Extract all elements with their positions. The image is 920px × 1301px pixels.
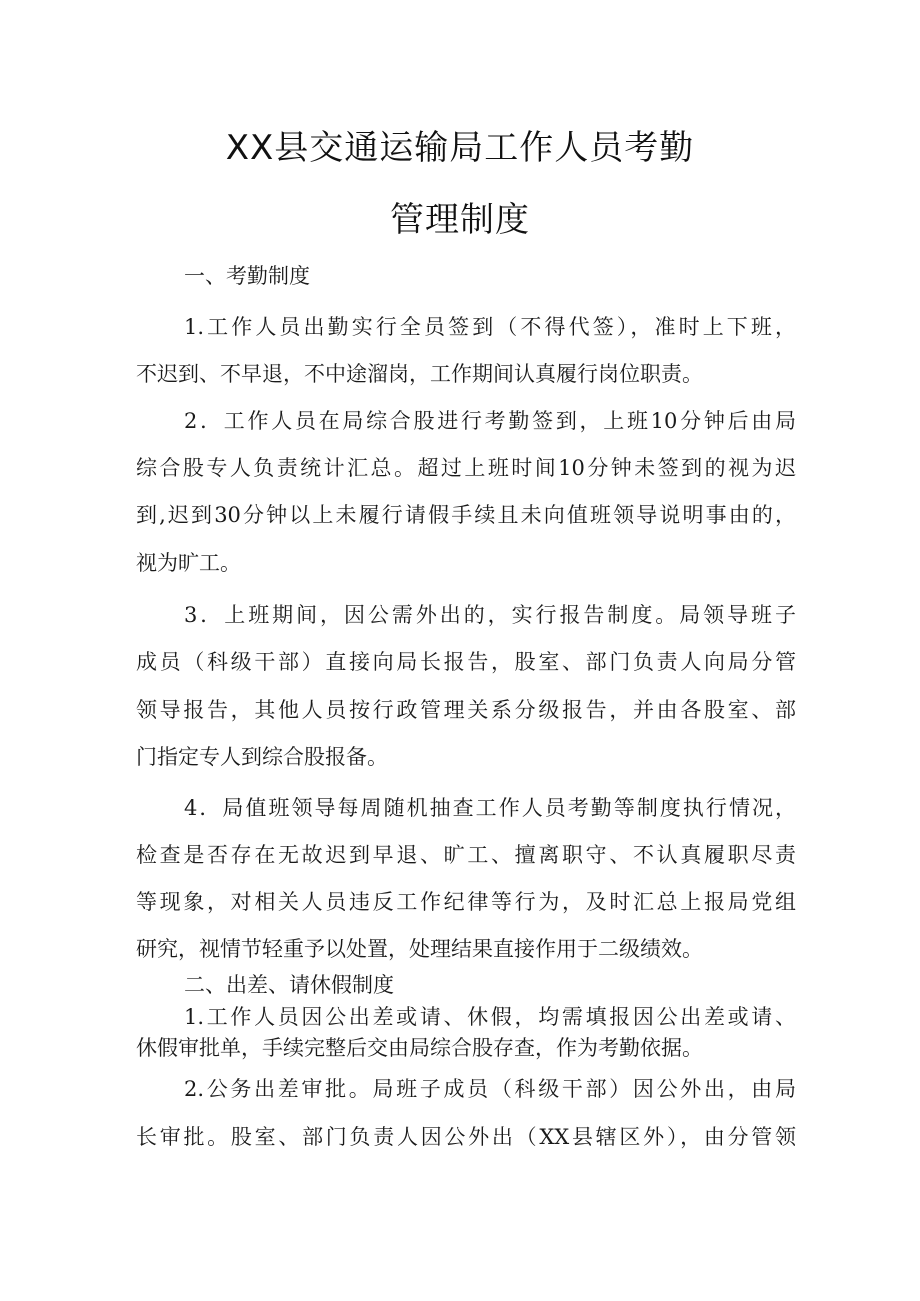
paragraph-line: 3．上班期间，因公需外出的，实行报告制度。局领导班子 — [184, 603, 796, 627]
paragraph-line: 2．工作人员在局综合股进行考勤签到，上班10分钟后由局 — [184, 409, 796, 433]
paragraph-line: 长审批。股室、部门负责人因公外出（XX县辖区外），由分管领 — [136, 1125, 796, 1149]
section-heading-travel-leave: 二、出差、请休假制度 — [184, 973, 394, 997]
paragraph-line: 到,迟到30分钟以上未履行请假手续且未向值班领导说明事由的， — [136, 503, 796, 527]
paragraph-line: 综合股专人负责统计汇总。超过上班时间10分钟未签到的视为迟 — [136, 456, 796, 480]
paragraph-line: 成员（科级干部）直接向局长报告，股室、部门负责人向局分管 — [136, 650, 796, 674]
paragraph-line: 不迟到、不早退，不中途溜岗，工作期间认真履行岗位职责。 — [136, 362, 703, 386]
paragraph-line: 休假审批单，手续完整后交由局综合股存查，作为考勤依据。 — [136, 1036, 703, 1060]
paragraph-line: 视为旷工。 — [136, 551, 241, 575]
paragraph-line: 4．局值班领导每周随机抽查工作人员考勤等制度执行情况， — [184, 796, 796, 820]
paragraph-line: 1.工作人员出勤实行全员签到（不得代签），准时上下班， — [184, 315, 796, 339]
paragraph-line: 领导报告，其他人员按行政管理关系分级报告，并由各股室、部 — [136, 698, 796, 722]
paragraph-line: 2.公务出差审批。局班子成员（科级干部）因公外出，由局 — [184, 1077, 796, 1101]
document-title-line-2: 管理制度 — [390, 200, 530, 240]
paragraph-line: 检查是否存在无故迟到早退、旷工、擅离职守、不认真履职尽责 — [136, 843, 796, 867]
paragraph-line: 研究，视情节轻重予以处置，处理结果直接作用于二级绩效。 — [136, 937, 703, 961]
paragraph-line: 门指定专人到综合股报备。 — [136, 745, 388, 769]
paragraph-line: 等现象，对相关人员违反工作纪律等行为，及时汇总上报局党组 — [136, 890, 796, 914]
document-title-line-1: XX县交通运输局工作人员考勤 — [225, 128, 695, 168]
paragraph-line: 1.工作人员因公出差或请、休假，均需填报因公出差或请、 — [184, 1005, 796, 1029]
section-heading-attendance: 一、考勤制度 — [184, 264, 310, 288]
